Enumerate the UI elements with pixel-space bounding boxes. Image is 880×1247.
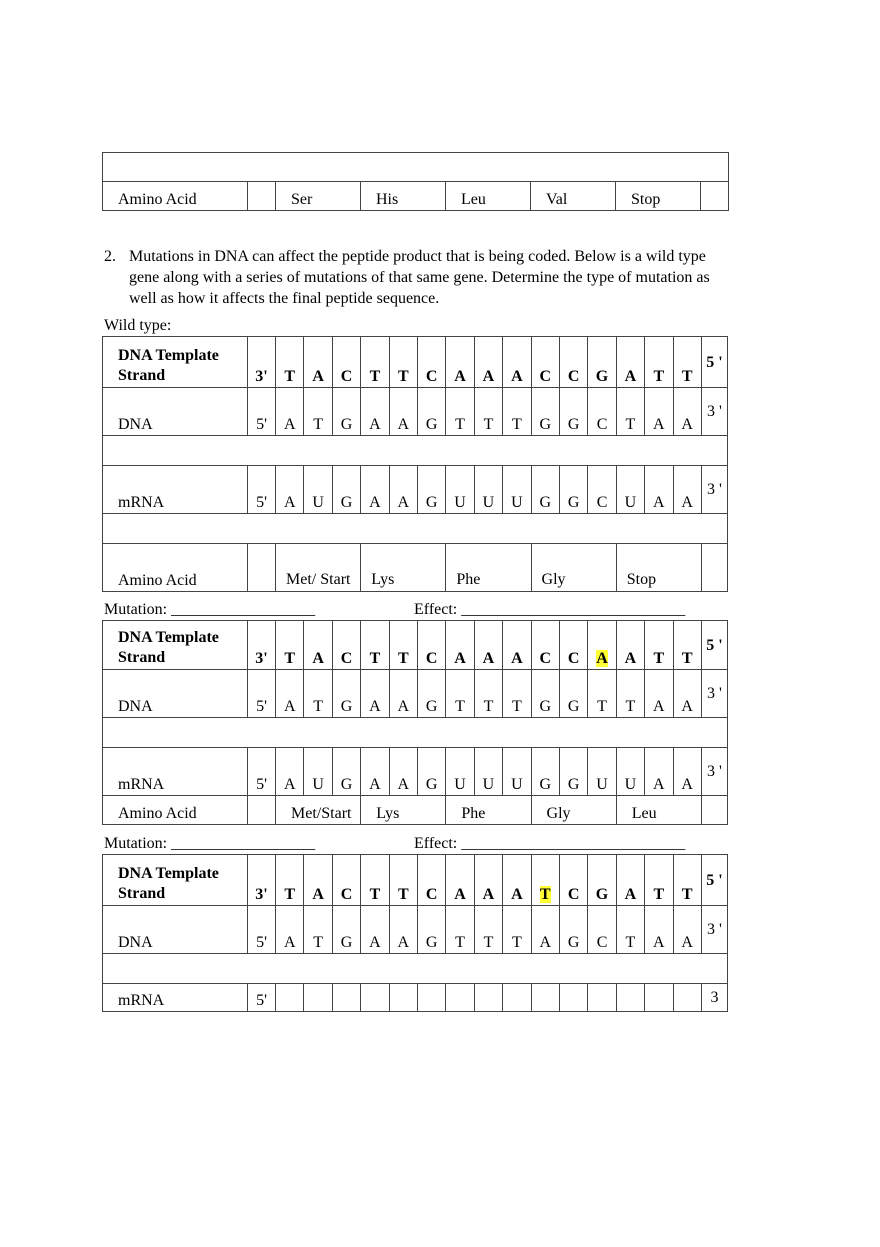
dna-base-cell: G xyxy=(417,670,445,718)
mrna-row-label: mRNA xyxy=(103,984,248,1012)
dna-base-cell: T xyxy=(503,388,531,436)
blank-cell xyxy=(701,796,727,825)
template-base-cell: T xyxy=(389,621,417,670)
dna-base-cell: T xyxy=(503,670,531,718)
template-base-cell: C xyxy=(417,855,445,906)
wild-type-table xyxy=(102,336,728,592)
template-start-cell: 3' xyxy=(248,621,276,670)
template-base-cell: A xyxy=(474,855,502,906)
dna-row-label: DNA xyxy=(103,388,248,436)
template-base-cell: C xyxy=(559,621,587,670)
mrna-base-cell xyxy=(503,984,531,1012)
template-base-cell: A xyxy=(503,855,531,906)
amino-acid-row-label: Amino Acid xyxy=(103,544,248,592)
dna-base-cell: T xyxy=(503,906,531,954)
question-number: 2. xyxy=(104,248,116,265)
amino-acid-cell: Phe xyxy=(446,796,531,825)
dna-base-cell: A xyxy=(645,906,673,954)
dna-base-cell: T xyxy=(304,670,332,718)
amino-acid-cell: Lys xyxy=(361,796,446,825)
dna-base-cell: T xyxy=(474,388,502,436)
highlighted-base: A xyxy=(596,650,608,667)
highlighted-base: T xyxy=(539,886,551,903)
mrna-base-cell: G xyxy=(417,466,445,514)
mrna-base-cell xyxy=(417,984,445,1012)
mrna-base-cell: A xyxy=(361,748,389,796)
mrna-base-cell xyxy=(474,984,502,1012)
mrna-end-cell: 3 xyxy=(701,984,727,1012)
mrna-base-cell: A xyxy=(361,466,389,514)
dna-base-cell: T xyxy=(446,388,474,436)
dna-base-cell: C xyxy=(588,388,616,436)
dna-base-cell: C xyxy=(588,906,616,954)
template-base-cell: T xyxy=(673,621,701,670)
template-base-cell: C xyxy=(531,621,559,670)
top-amino-acid-table xyxy=(102,152,729,211)
dna-base-cell: T xyxy=(616,388,644,436)
dna-base-cell: G xyxy=(332,670,360,718)
blank-cell xyxy=(701,544,727,592)
template-base-cell: G xyxy=(588,855,616,906)
mrna-base-cell: A xyxy=(276,466,304,514)
mrna-base-cell xyxy=(645,984,673,1012)
dna-base-cell: A xyxy=(361,906,389,954)
amino-acid-cell: Stop xyxy=(616,544,701,592)
mrna-base-cell: G xyxy=(417,748,445,796)
dna-base-cell: G xyxy=(531,388,559,436)
amino-acid-cell: Stop xyxy=(616,182,701,211)
amino-acid-cell: Phe xyxy=(446,544,531,592)
template-end-cell: 5 ' xyxy=(701,621,727,670)
dna-base-cell: T xyxy=(616,906,644,954)
dna-base-cell: T xyxy=(474,906,502,954)
mrna-base-cell xyxy=(559,984,587,1012)
mrna-base-cell: U xyxy=(304,748,332,796)
template-base-cell: A xyxy=(616,621,644,670)
question-line: Mutations in DNA can affect the peptide product that is being coded. Below is a wild type xyxy=(129,248,706,265)
mutation-2-table xyxy=(102,854,728,1012)
mrna-start-cell: 5' xyxy=(248,748,276,796)
template-base-cell: T xyxy=(673,337,701,388)
template-row-label: DNA Template Strand xyxy=(103,337,248,388)
template-base-cell: T xyxy=(361,337,389,388)
template-base-cell: T xyxy=(389,337,417,388)
amino-acid-row-label: Amino Acid xyxy=(103,796,248,825)
blank-row xyxy=(103,436,728,466)
amino-acid-cell: Ser xyxy=(276,182,361,211)
amino-acid-cell: Met/Start xyxy=(276,796,361,825)
dna-base-cell: G xyxy=(417,906,445,954)
question-line: well as how it affects the final peptide sequence. xyxy=(129,290,440,307)
dna-base-cell: A xyxy=(673,388,701,436)
template-base-cell: T xyxy=(276,621,304,670)
mrna-base-cell: G xyxy=(332,748,360,796)
template-base-cell: C xyxy=(332,855,360,906)
mrna-base-cell: U xyxy=(304,466,332,514)
mrna-end-cell: 3 ' xyxy=(701,748,727,796)
template-base-cell: T xyxy=(389,855,417,906)
effect-1-label: Effect: ____________________________ xyxy=(414,601,686,618)
amino-acid-cell: Val xyxy=(531,182,616,211)
effect-2-label: Effect: ____________________________ xyxy=(414,835,686,852)
blank-cell xyxy=(701,182,729,211)
mrna-base-cell: U xyxy=(446,466,474,514)
mrna-base-cell: A xyxy=(645,466,673,514)
template-row-label: DNA Template Strand xyxy=(103,855,248,906)
mrna-base-cell: G xyxy=(332,466,360,514)
mrna-base-cell xyxy=(446,984,474,1012)
mutation-2-label: Mutation: __________________ xyxy=(104,835,316,852)
template-base-cell: A xyxy=(304,621,332,670)
mrna-row-label: mRNA xyxy=(103,748,248,796)
mrna-base-cell: C xyxy=(588,466,616,514)
dna-base-cell: T xyxy=(446,906,474,954)
blank-cell xyxy=(248,796,276,825)
amino-acid-cell: Leu xyxy=(446,182,531,211)
blank-cell xyxy=(248,182,276,211)
template-base-cell: T xyxy=(645,337,673,388)
mrna-base-cell xyxy=(673,984,701,1012)
amino-acid-cell: Leu xyxy=(616,796,701,825)
dna-base-cell: A xyxy=(276,906,304,954)
dna-base-cell: A xyxy=(389,906,417,954)
template-base-cell: T xyxy=(276,337,304,388)
template-base-cell: T xyxy=(645,621,673,670)
mrna-base-cell: G xyxy=(531,466,559,514)
dna-end-cell: 3 ' xyxy=(701,906,727,954)
template-base-cell: T xyxy=(276,855,304,906)
blank-row xyxy=(103,954,728,984)
blank-row xyxy=(103,718,728,748)
template-base-cell: A xyxy=(503,337,531,388)
template-end-cell: 5 ' xyxy=(701,855,727,906)
mrna-base-cell: A xyxy=(645,748,673,796)
mrna-base-cell xyxy=(616,984,644,1012)
template-base-cell: A xyxy=(446,337,474,388)
template-base-cell: C xyxy=(417,621,445,670)
mrna-base-cell: G xyxy=(559,466,587,514)
mrna-base-cell xyxy=(531,984,559,1012)
template-base-cell: C xyxy=(559,337,587,388)
dna-base-cell: A xyxy=(645,388,673,436)
mrna-base-cell: U xyxy=(446,748,474,796)
dna-base-cell: G xyxy=(332,906,360,954)
mrna-base-cell: U xyxy=(616,466,644,514)
amino-acid-cell: Gly xyxy=(531,796,616,825)
mrna-base-cell xyxy=(304,984,332,1012)
dna-base-cell: A xyxy=(673,906,701,954)
template-base-cell: A xyxy=(616,337,644,388)
question-line: gene along with a series of mutations of that same gene. Determine the type of mutation as xyxy=(129,269,710,286)
dna-start-cell: 5' xyxy=(248,388,276,436)
template-base-cell: A xyxy=(446,855,474,906)
blank-cell xyxy=(248,544,276,592)
mrna-base-cell: A xyxy=(276,748,304,796)
mrna-base-cell: A xyxy=(389,466,417,514)
mrna-base-cell xyxy=(588,984,616,1012)
dna-end-cell: 3 ' xyxy=(701,670,727,718)
dna-base-cell: A xyxy=(276,670,304,718)
mrna-base-cell: U xyxy=(474,748,502,796)
mrna-start-cell: 5' xyxy=(248,984,276,1012)
blank-row xyxy=(103,153,729,182)
dna-base-cell: G xyxy=(417,388,445,436)
dna-start-cell: 5' xyxy=(248,670,276,718)
template-base-cell: C xyxy=(417,337,445,388)
dna-end-cell: 3 ' xyxy=(701,388,727,436)
dna-base-cell: A xyxy=(276,388,304,436)
template-base-cell: C xyxy=(332,337,360,388)
mrna-base-cell: U xyxy=(474,466,502,514)
wild-type-label: Wild type: xyxy=(104,317,172,334)
dna-base-cell: A xyxy=(361,388,389,436)
mrna-base-cell: U xyxy=(616,748,644,796)
amino-acid-label: Amino Acid xyxy=(103,182,248,211)
dna-base-cell: T xyxy=(474,670,502,718)
amino-acid-cell: Gly xyxy=(531,544,616,592)
mrna-base-cell xyxy=(276,984,304,1012)
amino-acid-cell: Met/ Start xyxy=(276,544,361,592)
mrna-base-cell: A xyxy=(389,748,417,796)
template-base-cell: A xyxy=(446,621,474,670)
template-base-cell: A xyxy=(474,621,502,670)
template-base-cell: T xyxy=(361,621,389,670)
mutation-1-label: Mutation: __________________ xyxy=(104,601,316,618)
dna-base-cell: T xyxy=(446,670,474,718)
mrna-base-cell: A xyxy=(673,466,701,514)
template-row-label: DNA Template Strand xyxy=(103,621,248,670)
template-base-cell xyxy=(531,855,559,906)
dna-base-cell: G xyxy=(559,906,587,954)
dna-base-cell: G xyxy=(559,388,587,436)
dna-base-cell: A xyxy=(673,670,701,718)
dna-base-cell: A xyxy=(389,670,417,718)
dna-base-cell: A xyxy=(389,388,417,436)
template-base-cell: C xyxy=(332,621,360,670)
template-base-cell xyxy=(588,621,616,670)
template-start-cell: 3' xyxy=(248,337,276,388)
mutation-1-table xyxy=(102,620,728,825)
mrna-base-cell: U xyxy=(588,748,616,796)
dna-base-cell: A xyxy=(645,670,673,718)
dna-base-cell: G xyxy=(531,670,559,718)
mrna-base-cell: A xyxy=(673,748,701,796)
dna-base-cell: T xyxy=(588,670,616,718)
template-base-cell: T xyxy=(673,855,701,906)
template-base-cell: C xyxy=(531,337,559,388)
template-base-cell: A xyxy=(474,337,502,388)
mrna-start-cell: 5' xyxy=(248,466,276,514)
template-base-cell: A xyxy=(304,337,332,388)
mrna-end-cell: 3 ' xyxy=(701,466,727,514)
dna-base-cell: T xyxy=(304,388,332,436)
dna-base-cell: G xyxy=(332,388,360,436)
template-start-cell: 3' xyxy=(248,855,276,906)
mrna-base-cell: G xyxy=(559,748,587,796)
template-end-cell: 5 ' xyxy=(701,337,727,388)
template-base-cell: T xyxy=(645,855,673,906)
mrna-base-cell xyxy=(389,984,417,1012)
mrna-base-cell: G xyxy=(531,748,559,796)
template-base-cell: T xyxy=(361,855,389,906)
dna-base-cell: A xyxy=(361,670,389,718)
dna-row-label: DNA xyxy=(103,670,248,718)
template-base-cell: A xyxy=(503,621,531,670)
dna-base-cell: T xyxy=(616,670,644,718)
dna-base-cell: A xyxy=(531,906,559,954)
amino-acid-cell: Lys xyxy=(361,544,446,592)
template-base-cell: C xyxy=(559,855,587,906)
dna-start-cell: 5' xyxy=(248,906,276,954)
dna-base-cell: G xyxy=(559,670,587,718)
question-text xyxy=(129,246,759,309)
mrna-base-cell xyxy=(332,984,360,1012)
mrna-row-label: mRNA xyxy=(103,466,248,514)
dna-base-cell: T xyxy=(304,906,332,954)
template-base-cell: A xyxy=(304,855,332,906)
blank-row xyxy=(103,514,728,544)
mrna-base-cell xyxy=(361,984,389,1012)
template-base-cell: A xyxy=(616,855,644,906)
dna-row-label: DNA xyxy=(103,906,248,954)
mrna-base-cell: U xyxy=(503,466,531,514)
mrna-base-cell: U xyxy=(503,748,531,796)
amino-acid-cell: His xyxy=(361,182,446,211)
template-base-cell: G xyxy=(588,337,616,388)
